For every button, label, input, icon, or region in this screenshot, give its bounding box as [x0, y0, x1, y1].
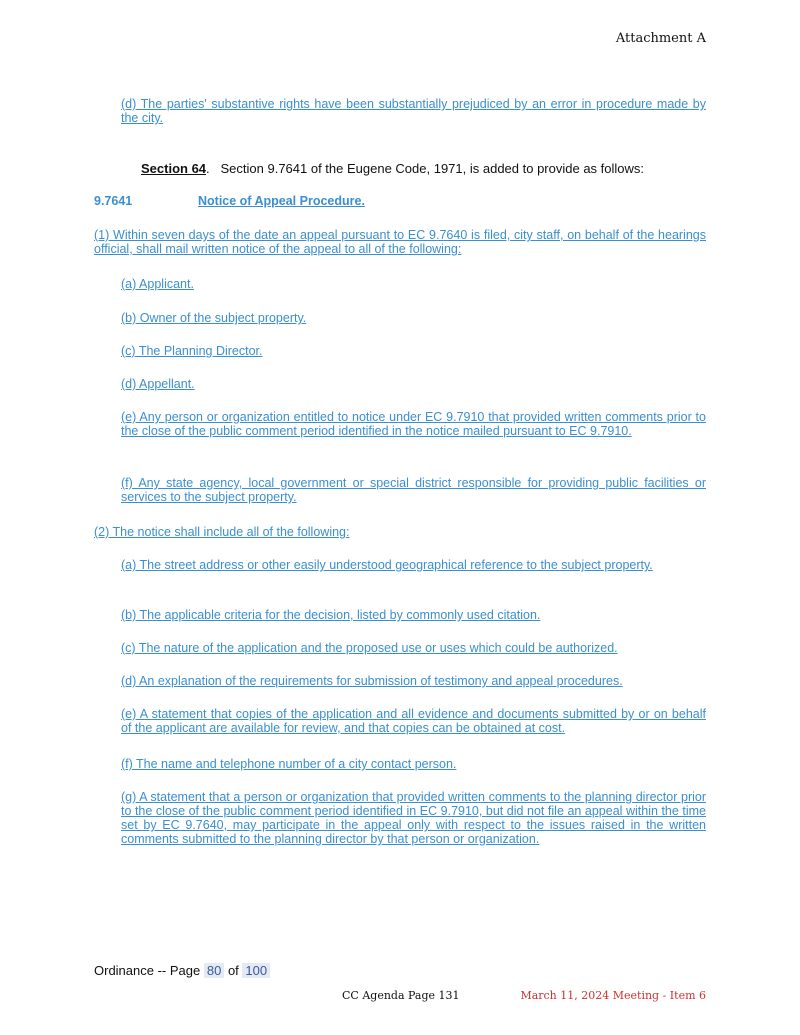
meeting-label: March 11, 2024 Meeting - Item 6 — [520, 989, 706, 1002]
list-item: (d) An explanation of the requirements for submission of testimony and appeal procedures. — [121, 674, 623, 688]
ordinance-footer — [94, 963, 270, 978]
list-item: (g) A statement that a person or organization that provided written comments to the planning director prior to the close of the public comment period identified in EC 9.7910, but did not file an appeal within the time set by EC 9.7640, may participate in the appeal only with respect to the issues raised in the written comments submitted to the planning director by that person or organization. — [121, 790, 706, 846]
list-item: (d) Appellant. — [121, 377, 195, 391]
page-number: 80 — [204, 963, 224, 978]
agenda-page: CC Agenda Page 131 — [342, 989, 460, 1002]
list-item: (c) The Planning Director. — [121, 344, 263, 358]
list-item: (f) Any state agency, local government or special district responsible for providing public facilities or services to the subject property. — [121, 476, 706, 504]
list-item: (b) The applicable criteria for the decision, listed by commonly used citation. — [121, 608, 541, 622]
section-number: Section 64 — [141, 161, 207, 176]
section-text: Section 9.7641 of the Eugene Code, 1971, is added to provide as follows: — [220, 161, 645, 176]
section-heading — [94, 194, 365, 208]
list-item: (a) Applicant. — [121, 277, 194, 291]
section-line: Section 64. Section 9.7641 of the Eugene Code, 1971, is added to provide as follows: — [141, 161, 645, 176]
heading-code: 9.7641 — [94, 194, 133, 208]
list-item: (e) Any person or organization entitled to notice under EC 9.7910 that provided written comments prior to the close of the public comment period identified in the notice mailed pursuant to EC 9.7910. — [121, 410, 706, 438]
list-item: (c) The nature of the application and the proposed use or uses which could be authorized. — [121, 641, 618, 655]
list-item: (a) The street address or other easily understood geographical reference to the subject property. — [121, 558, 653, 572]
paragraph-2: (2) The notice shall include all of the following: — [94, 525, 350, 539]
list-item: (e) A statement that copies of the application and all evidence and documents submitted by or on behalf of the applicant are available for review, and that copies can be obtained at cost. — [121, 707, 706, 735]
heading-title: Notice of Appeal Procedure. — [198, 194, 365, 208]
page-total: 100 — [242, 963, 270, 978]
page-of: of — [227, 963, 239, 978]
item-d-prejudiced: (d) The parties' substantive rights have been substantially prejudiced by an error in procedure made by the city. — [121, 97, 706, 125]
list-item: (b) Owner of the subject property. — [121, 311, 307, 325]
attachment-label: Attachment A — [615, 31, 706, 46]
list-item: (f) The name and telephone number of a city contact person. — [121, 757, 457, 771]
paragraph-1: (1) Within seven days of the date an appeal pursuant to EC 9.7640 is filed, city staff, on behalf of the hearings official, shall mail written notice of the appeal to all of the following: — [94, 228, 706, 256]
ordinance-label: Ordinance -- Page — [94, 963, 201, 978]
